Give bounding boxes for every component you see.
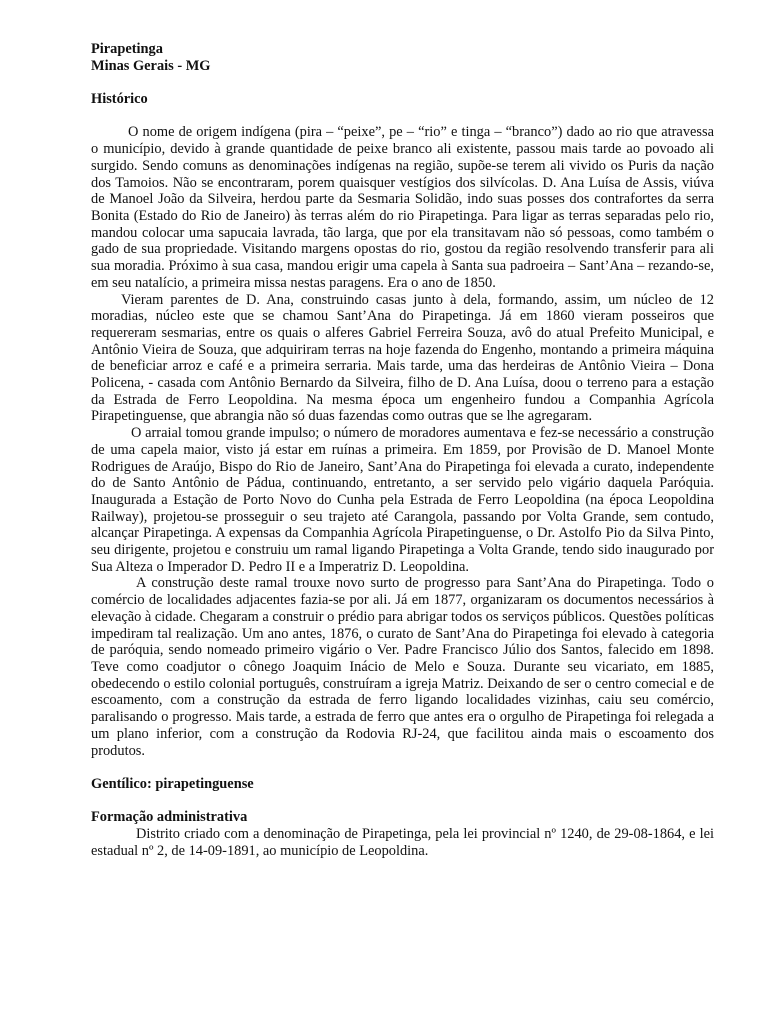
historico-heading: Histórico xyxy=(91,91,148,108)
historico-paragraph-3: O arraial tomou grande impulso; o número de moradores aumentava e fez-se necessário a construção de uma capela maior, visto já estar em ruínas a primeira. Em 1859, por Provisão de D. Manoel Monte Rodrigues de Araújo, Bispo do Rio de Janeiro, Sant’Ana do Pirapetinga foi elevada a curato, independente do de Santo Antônio de Pádua, continuando, entretanto, a ser servido pelo vigário daquela Paróquia. Inaugurada a Estação de Porto Novo do Cunha pela Estrada de Ferro Leopoldina (na época Leopoldina Railway), projetou-se prosseguir o seu trajeto até Carangola, passando por Volta Grande, sem contudo, alcançar Pirapetinga. A expensas da Companhia Agrícola Pirapetinguense, o Dr. Astolfo Pio da Silva Pinto, seu dirigente, projetou e construiu um ramal ligando Pirapetinga a Volta Grande, tendo sido inaugurado por Sua Alteza o Imperador D. Pedro II e a Imperatriz D. Leopoldina. xyxy=(91,425,714,575)
city-title: Pirapetinga xyxy=(91,41,163,57)
document-page xyxy=(91,41,714,859)
historico-paragraph-4: A construção deste ramal trouxe novo surto de progresso para Sant’Ana do Pirapetinga. Todo o comércio de localidades adjacentes fazia-se por ali. Já em 1877, organizaram os documentos necessários à elevação à cidade. Chegaram a construir o prédio para abrigar todos os serviços públicos. Questões políticas impediram tal realização. Um ano antes, 1876, o curato de Sant’Ana do Pirapetinga foi elevado à categoria de paróquia, sendo nomeado primeiro vigário o Ver. Padre Francisco Júlio dos Santos, falecido em 1898. Teve como coadjutor o cônego Joaquim Inácio de Melo e Souza. Durante seu vicariato, em 1885, obedecendo o estilo colonial português, construíram a igreja Matriz. Deixando de ser o centro comecial e de escoamento, com a construção da estrada de ferro ligando localidades vizinhas, caiu seu comércio, paralisando o progresso. Mais tarde, a estrada de ferro que antes era o orgulho de Pirapetinga foi relegada a um plano inferior, com a construção da Rodovia RJ-24, que facilitou ainda mais o escoamento dos produtos. xyxy=(91,575,714,759)
historico-paragraph-1: O nome de origem indígena (pira – “peixe”, pe – “rio” e tinga – “branco”) dado ao rio que atravessa o município, devido à grande quantidade de peixe branco ali existente, passou mais tarde ao povoado ali surgido. Sendo comuns as denominações indígenas na região, supõe-se terem ali vivido os Puris da nação dos Tamoios. Não se encontraram, porem quaisquer vestígios dos silvícolas. D. Ana Luísa de Assis, viúva de Manoel João da Silveira, herdou parte da Sesmaria Solidão, indo suas posses dos contrafortes da serra Bonita (Estado do Rio de Janeiro) às terras além do rio Pirapetinga. Para ligar as terras separadas pelo rio, mandou colocar uma sapucaia lavrada, tão larga, que por ela transitavam não só pessoas, como também o gado de sua propriedade. Visitando margens opostas do rio, gostou da região resolvendo transferir para ali sua moradia. Próximo à sua casa, mandou erigir uma capela à Santa sua padroeira – Sant’Ana – rezando-se, em seu natalício, a primeira missa nestas paragens. Era o ano de 1850. xyxy=(91,124,714,291)
formacao-paragraph: Distrito criado com a denominação de Pirapetinga, pela lei provincial nº 1240, de 29-08-1864, e lei estadual nº 2, de 14-09-1891, ao município de Leopoldina. xyxy=(91,825,714,859)
state-title: Minas Gerais - MG xyxy=(91,57,211,74)
formacao-heading: Formação administrativa xyxy=(91,809,248,826)
gentilico-heading: Gentílico: pirapetinguense xyxy=(91,775,254,792)
historico-paragraph-2: Vieram parentes de D. Ana, construindo casas junto à dela, formando, assim, um núcleo de 12 moradias, núcleo este que se chamou Sant’Ana do Pirapetinga. Já em 1860 vieram posseiros que requereram sesmarias, entre os quais o alferes Gabriel Ferreira Souza, avô do atual Prefeito Municipal, e Antônio Vieira de Souza, que adquiriram terras na hoje fazenda do Engenho, montando a primeira máquina de beneficiar arroz e café e a primeira serraria. Mais tarde, uma das herdeiras de Antônio Vieira – Dona Policena, - casada com Antônio Bernardo da Silveira, filho de D. Ana Luísa, doou o terreno para a estação da Estrada de Ferro Leopoldina. Na mesma época um engenheiro fundou a Companhia Agrícola Pirapetinguense, que abrangia não só duas fazendas como outras que se lhe agregaram. xyxy=(91,291,714,425)
